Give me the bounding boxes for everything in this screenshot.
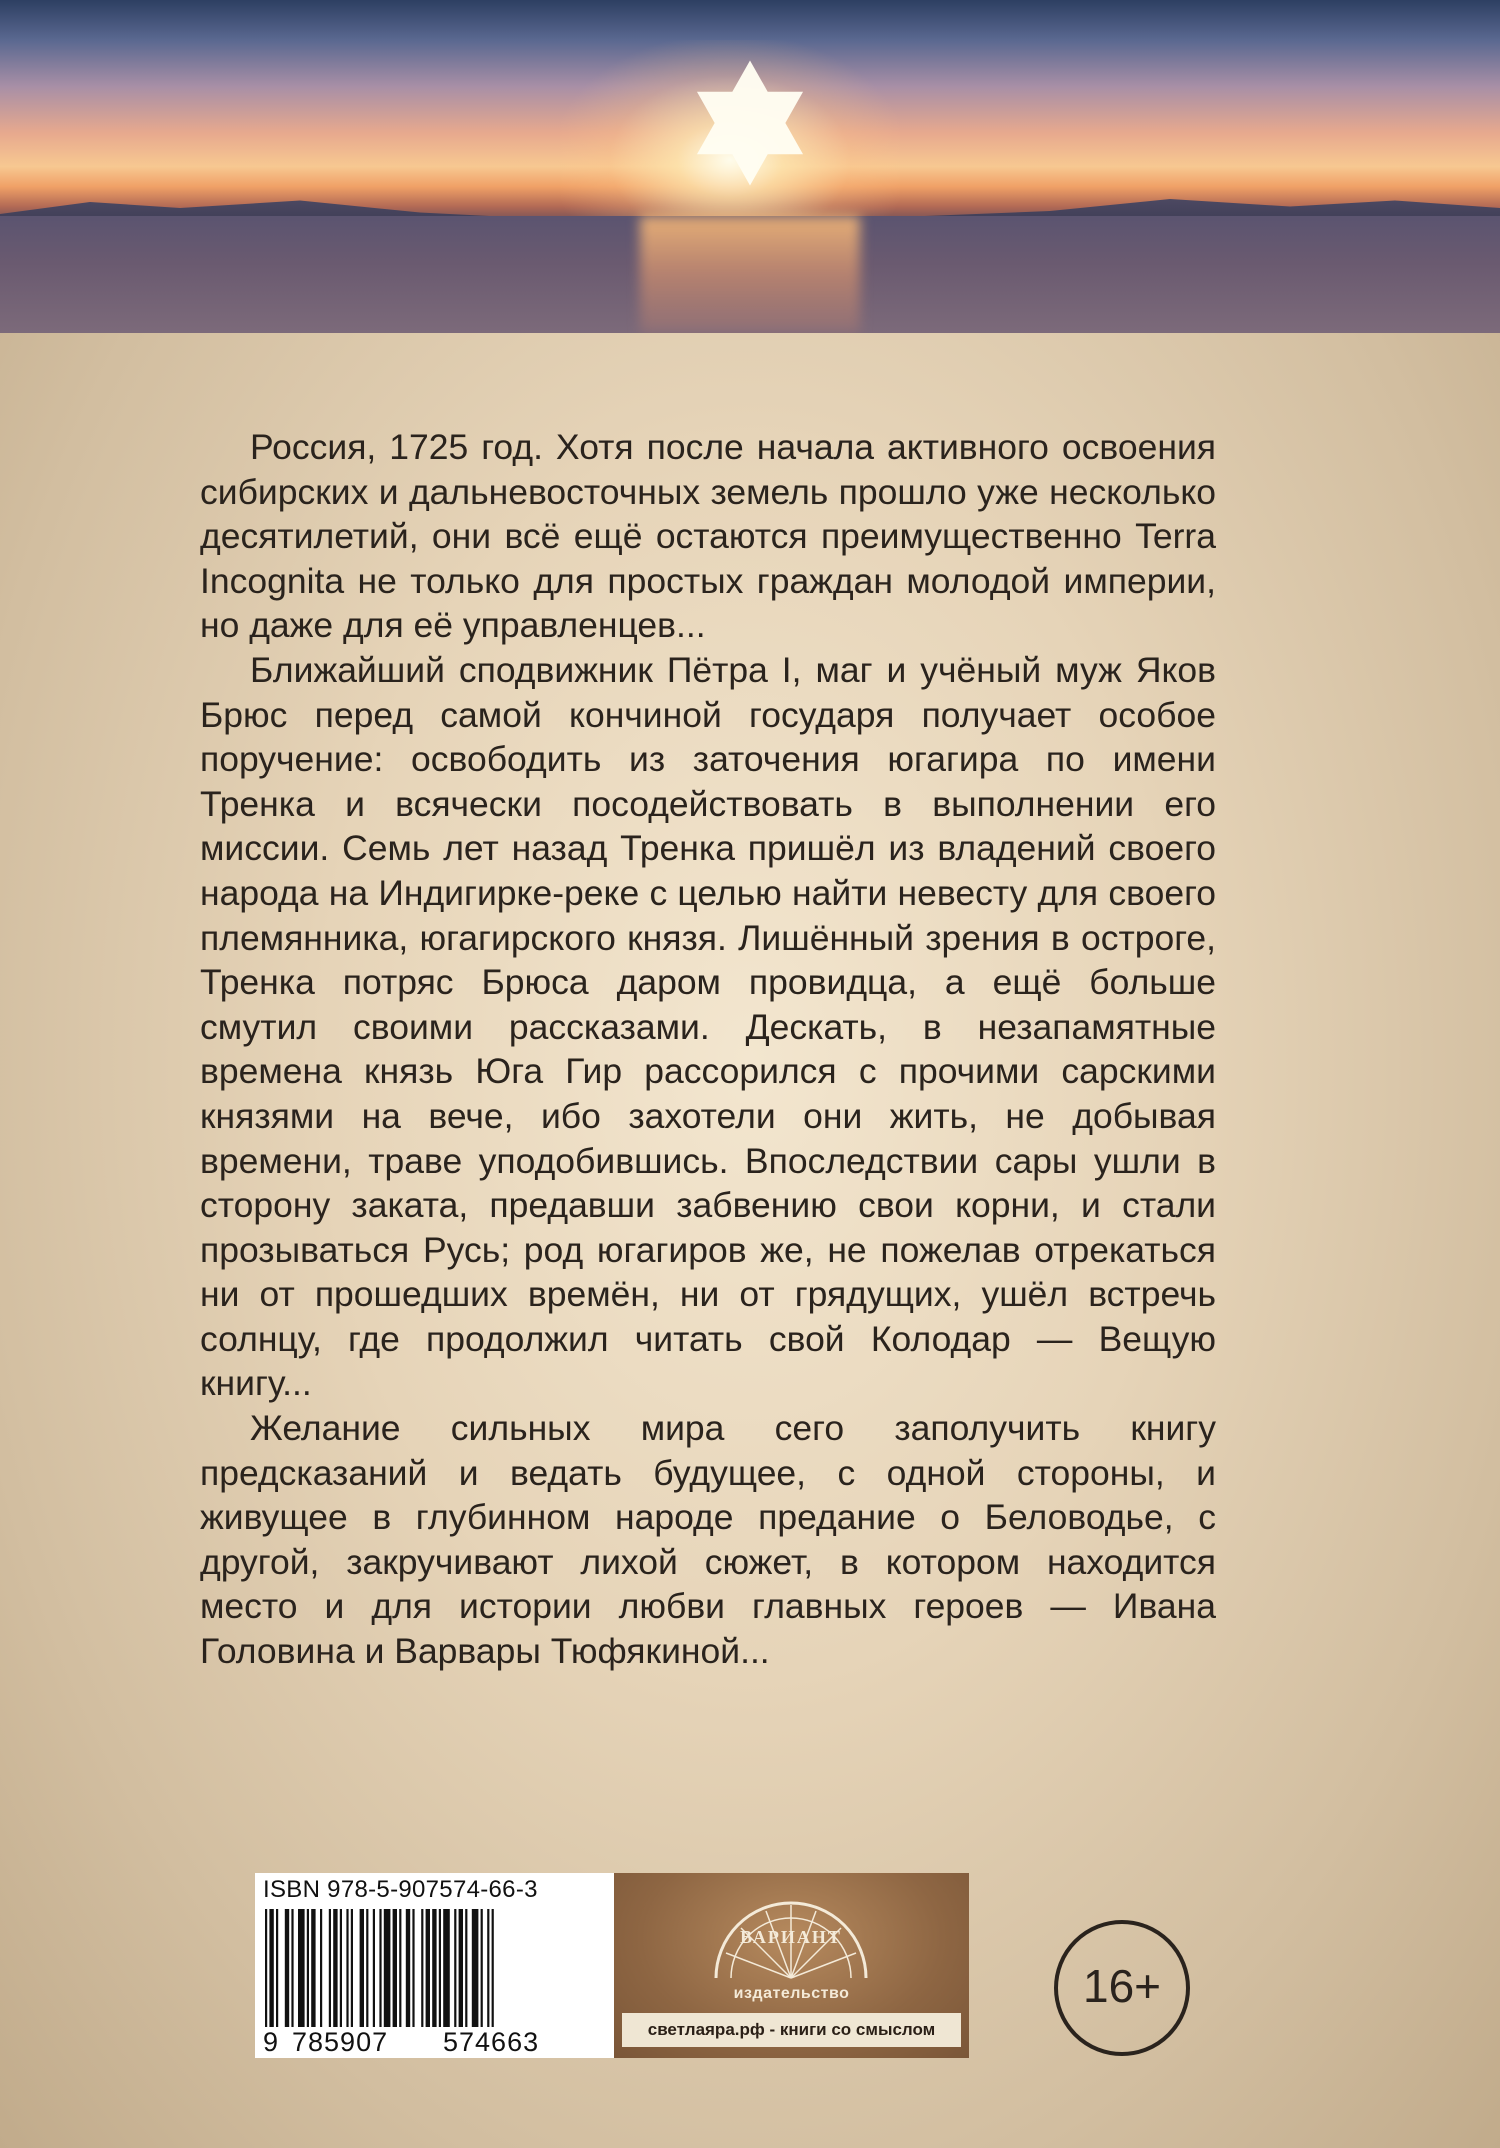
isbn-number: ISBN 978-5-907574-66-3 bbox=[263, 1876, 538, 1903]
age-rating-badge: 16+ bbox=[1054, 1920, 1190, 2056]
publisher-block bbox=[614, 1873, 969, 2058]
six-pointed-star-icon bbox=[682, 55, 818, 191]
book-description bbox=[200, 425, 1216, 1674]
description-paragraph: Ближайший сподвижник Пётра I, маг и учёный муж Яков Брюс перед самой кончиной государя получает особое поручение: освободить из заточения югагира по имени Тренка и всячески посодействовать в выполнении его миссии. Семь лет назад Тренка пришёл из владений своего народа на Индигирке-реке с целью найти невесту для своего племянника, югагирского князя. Лишённый зрения в остроге, Тренка потряс Брюса даром провидца, а ещё больше смутил своими рассказами. Дескать, в незапамятные времена князь Юга Гир рассорился с прочими сарскими князями на вече, ибо захотели они жить, не добывая времени, траве уподобившись. Впоследствии сары ушли в сторону заката, предавши забвению свои корни, и стали прозываться Русь; род югагиров же, не пожелав отрекаться ни от прошедших времён, ни от грядущих, ушёл встречь солнцу, где продолжил читать свой Колодар — Вещую книгу... bbox=[200, 649, 1216, 1404]
description-paragraph: Желание сильных мира сего заполучить книгу предсказаний и ведать будущее, с одной стороны, и живущее в глубинном народе предание о Беловодье, с другой, закручивают лихой сюжет, в котором находится место и для истории любви главных героев — Ивана Головина и Варвары Тюфякиной... bbox=[200, 1408, 1216, 1672]
publisher-tagline: светлаяра.рф - книги со смыслом bbox=[622, 2013, 961, 2047]
barcode-digits-left: 785907 bbox=[292, 2027, 389, 2057]
barcode-digit-first: 9 bbox=[263, 2027, 279, 2057]
sun-reflection bbox=[640, 216, 860, 333]
publisher-label: издательство bbox=[733, 1985, 850, 2002]
publisher-logo bbox=[696, 1883, 886, 2001]
description-paragraph: Россия, 1725 год. Хотя после начала активного освоения сибирских и дальневосточных земель прошло уже несколько десятилетий, они всё ещё остаются преимущественно Terra Incognita не только для простых граждан молодой империи, но даже для её управленцев... bbox=[200, 427, 1216, 646]
svg-text:ВАРИАНТ: ВАРИАНТ bbox=[740, 1927, 842, 1947]
barcode-block bbox=[255, 1873, 614, 2058]
cover-photo-sunset bbox=[0, 0, 1500, 333]
barcode-digits-right: 574663 bbox=[443, 2027, 540, 2057]
barcode-bars bbox=[265, 1909, 604, 2027]
